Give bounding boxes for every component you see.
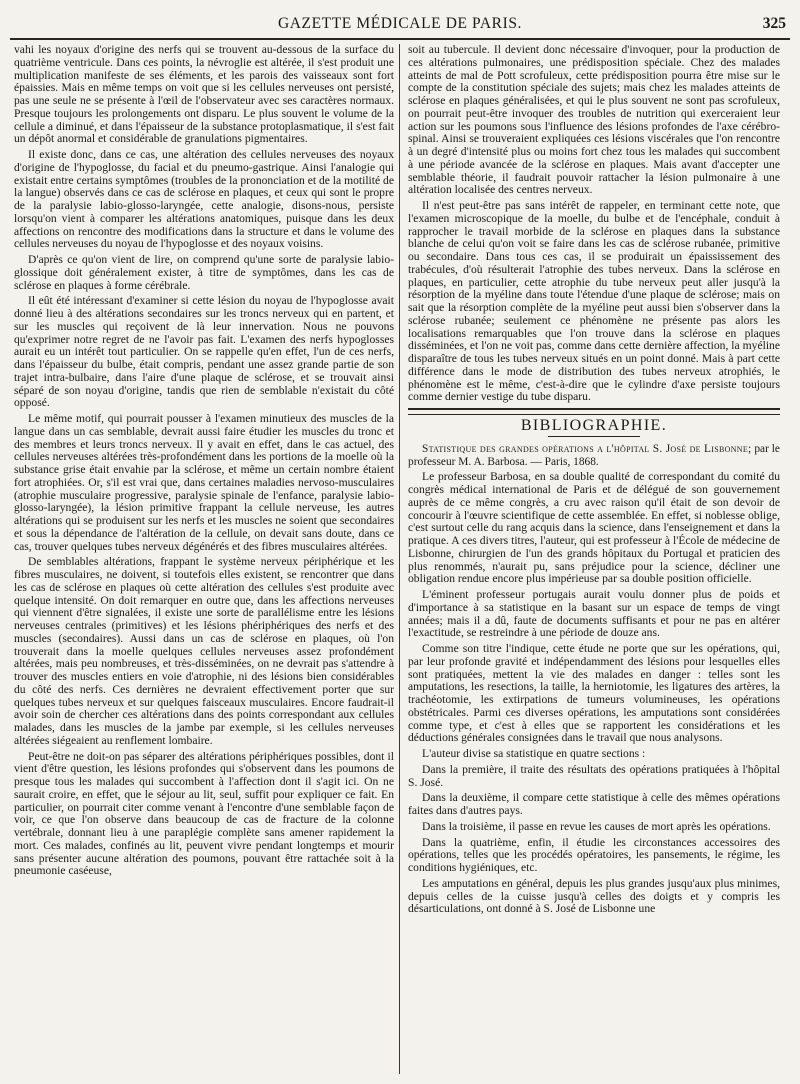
paragraph: Il n'est peut-être pas sans intérêt de rappeler, en terminant cette note, que l'examen microscopique de la moelle, du bulbe et de l'encéphale, conduit à rapprocher le travail morbide de la sclérose en plaques dans la substance blanche de celui qu'on voit se faire dans les cas de sclérose rubanée, primitive ou secondaire. Dans tous ces cas, il se produirait un épaississement des trabécules, d'où résulterait l'atrophie des tubes nerveux. Dans la sclérose en plaques, en particulier, cette atrophie du tube nerveux peut aller jusqu'à la résorption de la myéline dans toute l'étendue d'une plaque de sclérose; mais on sait que la résorption complète de la myéline peut aussi bien s'observer dans la sclérose rubanée; seulement ce phénomène ne présente pas alors les localisations remarquables que l'on trouve dans la sclérose en plaques disséminées, et l'on ne voit pas, comme dans cette dernière affection, la myéline disparaître de tous les tubes nerveux situés en un point donné. Mais à part cette différence dans le mode de distribution des tubes nerveux atrophiés, le phénomène est le même, c'est-à-dire que le cylindre d'axe persiste toujours comme dernier vestige du tube disparu. (408, 199, 780, 404)
paragraph: Il eût été intéressant d'examiner si cette lésion du noyau de l'hypoglosse avait donné lieu à des altérations secondaires sur les troncs nerveux qui en partent, et sur les muscles qui reçoivent de là leur innervation. Nous ne pouvons qu'exprimer notre regret de ne l'avoir pas fait. L'examen des nerfs hypoglosses aurait eu un intérêt tout particulier. On se rappelle qu'en effet, l'un de ces nerfs, dans l'épaisseur du bulbe, était compris, pendant une assez grande partie de son trajet intra-bulbaire, dans l'aire d'une plaque de sclérose, et se trouvait ainsi séparé de son noyau d'origine, tandis que rien de semblable n'existait du côté opposé. (14, 294, 394, 410)
paragraph: soit au tubercule. Il devient donc nécessaire d'invoquer, pour la production de ces altérations pulmonaires, une prédisposition spéciale. Chez des malades atteints de mal de Pott scrofuleux, cette prédisposition pourra être mise sur le compte de la constitution spéciale des sujets; mais chez les malades atteints de sclérose en plaques généralisées, et qui le plus souvent ne sont pas scrofuleux, on pourrait peut-être invoquer des troubles de nutrition qui exerceraient leur action sur les poumons sous l'influence des lésions profondes de l'axe cérébro-spinal. Ainsi se trouveraient expliquées ces lésions viscérales que l'on rencontre à un degré d'intensité plus ou moins fort chez tous les malades qui succombent à une période avancée de la sclérose en plaques. Mais avant d'accepter une semblable théorie, il faudrait pouvoir rattacher la lésion pulmonaire à une altération localisée des centres nerveux. (408, 44, 780, 197)
paragraph: L'auteur divise sa statistique en quatre sections : (422, 747, 646, 760)
right-column (408, 44, 780, 1080)
paragraph: Comme son titre l'indique, cette étude ne porte que sur les opérations, qui, par leur profonde gravité et indépendamment des lésions pour lesquelles elles sont pratiquées, mettent la vie des malades en danger : telles sont les amputations, les resections, la taille, la herniotomie, les ligatures des artères, la trachéotomie, les extirpations de tumeurs volumineuses, les opérations obstétricales. Parmi ces diverses opérations, les amputations sont considérées comme type, et c'est à elles que se rapportent les considérations et les déductions générales consignées dans le travail que nous analysons. (408, 642, 780, 745)
paragraph: Le même motif, qui pourrait pousser à l'examen minutieux des muscles de la langue dans un cas semblable, devrait aussi faire étudier les muscles du tronc et des membres et leurs troncs nerveux. Il y avait en effet, dans le cas actuel, des cellules nerveuses altérées très-profondément dans les portions de la moelle où la substance grise était envahie par la sclérose, et même un certain nombre étaient fort atrophiées. Or, s'il est vrai que, dans certaines maladies nervoso-musculaires (atrophie musculaire progressive, paralysie spinale de l'enfance, paralysie labio-glosso-laryngée), la lésion primitive frappant la cellule nerveuse, les autres altérations qui se produisent sur les nerfs et les muscles ne soient que secondaires et sous la dépendance de l'altération de la cellule, on devait sans doute, dans ce cas, trouver quelques tubes nerveux dégénérés et des fibres musculaires altérées. (14, 412, 394, 553)
paragraph: Peut-être ne doit-on pas séparer des altérations périphériques possibles, dont il vient d'être question, les lésions profondes qui s'observent dans les poumons de presque tous les malades qui succombent à l'affection dont il s'agit ici. On ne saurait croire, en effet, que le séjour au lit, seul, suffit pour expliquer ce fait. En particulier, on pourrait citer comme venant à l'encontre d'une semblable façon de voir, ce que l'on observe dans beaucoup de cas de fracture de la colonne vertébrale, donnant lieu à une paraplégie complète sans amener rapidement la mort. Ces malades, confinés au lit, peuvent vivre pendant longtemps et mourir sans présenter aucune altération des poumons, pouvant être rattachée soit à la pneumonie caséeuse, (14, 749, 394, 878)
paragraph: De semblables altérations, frappant le système nerveux périphérique et les fibres musculaires, ne doivent, si toutefois elles existent, se rencontrer que dans les cas de sclérose en plaques où cette altération des cellules s'est produite avec quelque intensité. On doit remarquer en outre que, dans les affections nerveuses qui viennent d'être signalées, il existe une sorte de parallélisme entre les lésions nerveuses centrales (primitives) et les lésions phériphériques des nerfs et des muscles (secondaires). Aussi dans un cas de sclérose en plaques, où l'on trouverait dans la moelle quelques cellules nerveuses assez profondément altérées, mais peu nombreuses, et très-disséminées, on ne devrait pas s'attendre à trouver des muscles entiers en voie d'atrophie, ni des lésions bien considérables du côté des nerfs. Ces dernières ne devraient effectivement porter que sur quelques tubes nerveux et sur quelques faisceaux musculaires. Encore faudrait-il avoir soin de chercher ces altérations dans des points correspondant aux cellules malades, dans les muscles de la jambe par exemple, si les cellules nerveuses altérées siégeaient au renflement lombaire. (14, 555, 394, 747)
page-number: 325 (762, 15, 786, 32)
paragraph: Dans la première, il traite des résultats des opérations pratiquées à l'hôpital S. José. (408, 762, 780, 789)
bibliography-reference (408, 443, 780, 469)
paragraph: Le professeur Barbosa, en sa double qualité de correspondant du comité du congrès médical international de Paris et de délégué de son gouvernement auprès de ce même congrès, a cru avec raison qu'il était de son devoir de concourir à l'œuvre scientifique de cette assemblée. En effet, si noblesse oblige, c'est surtout celle du rang acquis dans la science, dans l'enseignement et dans la pratique. A ces divers titres, l'auteur, qui est professeur à l'École de médecine de Lisbonne, chirurgien de l'un des grands hôpitaux du Portugal et praticien des plus renommés, n'aurait pu, sans préjudice pour la science, décliner une obligation rendue encore plus impérieuse par sa double position officielle. (408, 470, 780, 586)
page-header (10, 14, 790, 40)
paragraph: D'après ce qu'on vient de lire, on comprend qu'une sorte de paralysie labio-glossique doit généralement exister, à titre de symptômes, dans les cas de sclérose en plaques à forme cérébrale. (14, 253, 394, 292)
journal-title: GAZETTE MÉDICALE DE PARIS. (277, 15, 523, 32)
paragraph: L'éminent professeur portugais aurait voulu donner plus de poids et d'importance à sa statistique en la basant sur un espace de temps de vingt années; mais il a dû, faute de documents suffisants et pour ne pas en altérer l'exactitude, se restreindre à une période de douze ans. (408, 588, 780, 640)
bibliography-heading: BIBLIOGRAPHIE. (520, 417, 668, 434)
paragraph: Dans la troisième, il passe en revue les causes de mort après les opérations. (422, 819, 771, 833)
heading-rule (548, 436, 640, 437)
left-column (14, 44, 394, 1080)
column-divider (399, 44, 400, 1074)
review-body (408, 471, 780, 916)
paragraph: vahi les noyaux d'origine des nerfs qui se trouvent au-dessous de la surface du quatrième ventricule. Dans ces points, la névroglie est altérée, il s'est produit une multiplication manifeste de ses éléments, et les parois des vaisseaux sont fort épaissies. Mais en même temps on voit que si les cellules nerveuses ont persisté, pas une seule ne se présente à l'œil de l'observateur avec ses caractères normaux. Presque toujours les prolongements ont disparu. Le plus souvent le volume de la cellule a diminué, et dans l'épaisseur de la substance protoplasmatique, il s'est fait un dépôt anormal et considérable de granulations pigmentaires. (14, 44, 394, 146)
reference-author-date: par le professeur M. A. Barbosa. — Paris, 1868. (408, 442, 780, 468)
paragraph: Dans la deuxième, il compare cette statistique à celle des mêmes opérations faites dans d'autres pays. (408, 791, 780, 817)
paragraph: Il existe donc, dans ce cas, une altération des cellules nerveuses des noyaux d'origine de l'hypoglosse, du facial et du pneumo-gastrique. Ainsi l'analogie qui existait entre certains symptômes (troubles de la prononciation et de la motilité de la langue) observés dans ce cas de sclérose en plaques, et ceux qui sont le propre de la paralysie labio-glosso-laryngée, cette analogie, disons-nous, persiste lorsqu'on vient à comparer les altérations anatomiques, puisque dans les deux affections on rencontre des modifications dans la structure et dans le volume des cellules nerveuses du noyau de l'hypoglosse et des noyaux voisins. (14, 148, 394, 251)
section-separator (408, 408, 780, 415)
paragraph: Les amputations en général, depuis les plus grandes jusqu'aux plus minimes, depuis celles de la cuisse jusqu'à celles des doigts et y compris les désarticulations, ont donné à S. José de Lisbonne une (408, 876, 780, 916)
paragraph: Dans la quatrième, enfin, il étudie les circonstances accessoires des opérations, telles que les procédés opératoires, les pansements, le régime, les conditions hygiéniques, etc. (408, 835, 780, 874)
article-conclusion (408, 44, 780, 404)
reference-title: Statistique des grandes opérations a l'hôpital S. José de Lisbonne; (422, 442, 752, 455)
